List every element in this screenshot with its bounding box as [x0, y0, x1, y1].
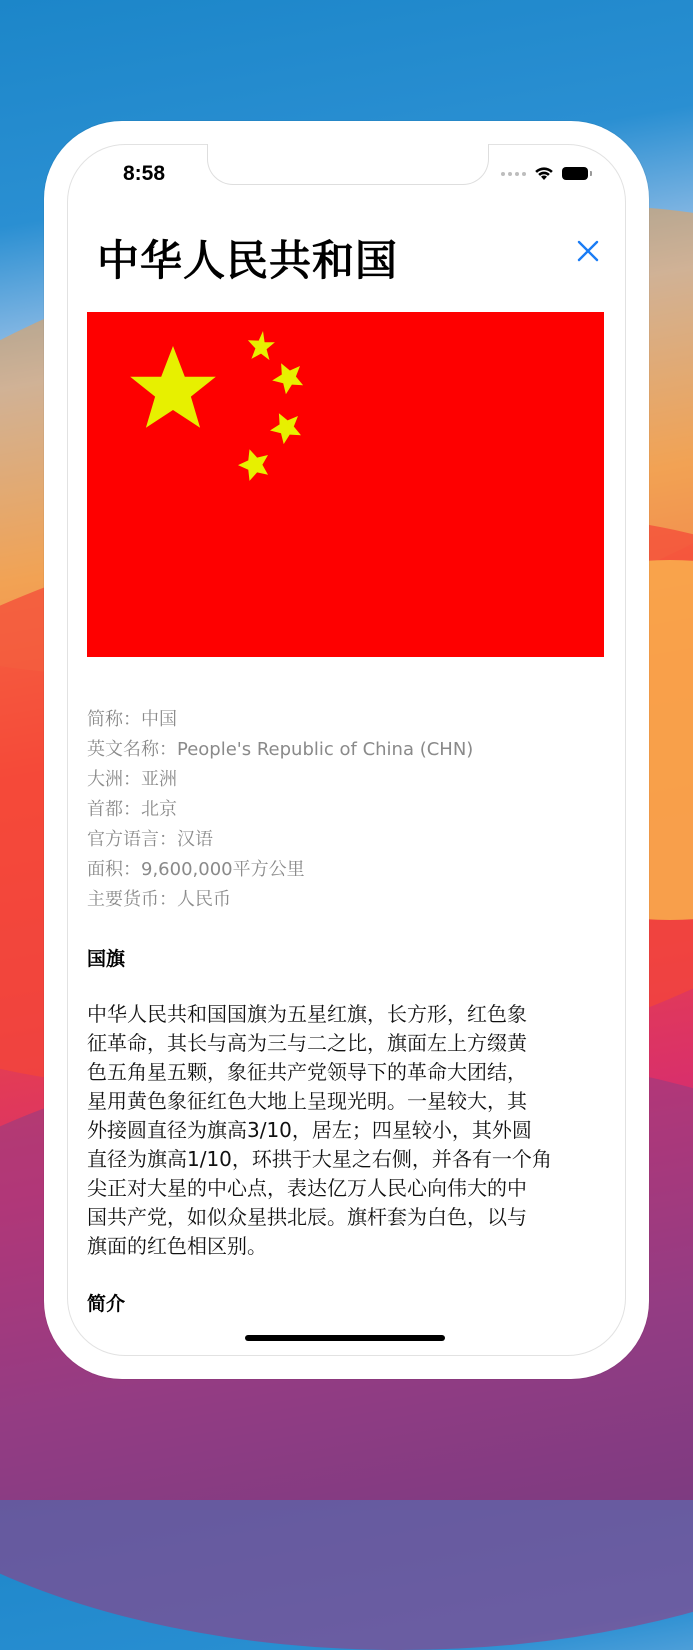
page-title: 中华人民共和国	[97, 236, 399, 285]
flag-description-line: 外接圆直径为旗高3/10，居左；四星较小，其外圆	[87, 1118, 532, 1142]
info-language: 官方语言：汉语	[87, 829, 213, 850]
status-icons	[501, 166, 588, 181]
flag-description-line: 国共产党，如似众星拱北辰。旗杆套为白色，以与	[87, 1205, 527, 1229]
flag-description-line: 直径为旗高1/10，环拱于大星之右侧，并各有一个角	[87, 1147, 552, 1171]
notch	[207, 144, 489, 185]
phone-frame	[44, 121, 649, 1379]
info-abbreviation: 简称：中国	[87, 709, 177, 730]
info-currency: 主要货币：人民币	[87, 889, 231, 910]
china-flag-icon	[87, 312, 604, 657]
wifi-icon	[534, 166, 554, 181]
flag-description-line: 尖正对大星的中心点，表达亿万人民心向伟大的中	[87, 1176, 527, 1200]
flag-description-line: 中华人民共和国国旗为五星红旗，长方形，红色象	[87, 1002, 527, 1026]
phone-screen	[67, 144, 626, 1356]
flag-description-line: 星用黄色象征红色大地上呈现光明。一星较大，其	[87, 1089, 527, 1113]
flag-image	[87, 312, 604, 657]
flag-description-line: 旗面的红色相区别。	[87, 1234, 267, 1258]
home-indicator[interactable]	[245, 1335, 445, 1341]
close-icon	[576, 239, 600, 263]
flag-description-line: 色五角星五颗，象征共产党领导下的革命大团结，	[87, 1060, 527, 1084]
flag-description-line: 征革命，其长与高为三与二之比，旗面左上方缀黄	[87, 1031, 527, 1055]
status-time: 8:58	[123, 162, 166, 185]
info-area: 面积：9,600,000平方公里	[87, 859, 305, 880]
cellular-signal-icon	[501, 172, 526, 176]
info-english-name: 英文名称：People's Republic of China (CHN)	[87, 739, 474, 760]
info-capital: 首都：北京	[87, 799, 177, 820]
flag-description	[87, 1000, 607, 1261]
flag-section-heading: 国旗	[87, 948, 126, 970]
info-continent: 大洲：亚洲	[87, 769, 177, 790]
country-info	[87, 705, 607, 915]
close-button[interactable]	[574, 237, 602, 265]
intro-section-heading: 简介	[87, 1293, 126, 1315]
battery-icon	[562, 167, 588, 180]
